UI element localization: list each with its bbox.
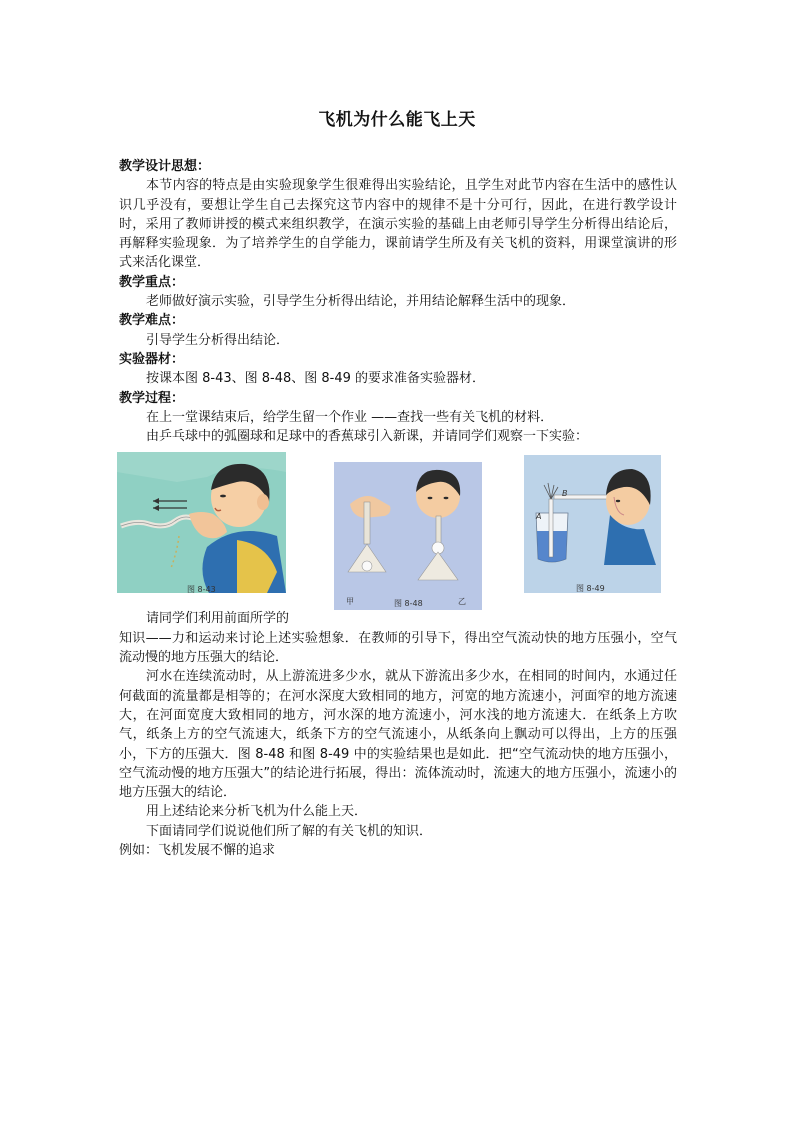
figure-8-48-image <box>334 462 482 610</box>
figure-8-49-caption: 图 8-49 <box>576 584 605 594</box>
paragraph-analysis: 用上述结论来分析飞机为什么能上天． <box>146 804 368 820</box>
paragraph-key: 老师做好演示实验，引导学生分析得出结论，并用结论解释生活中的现象． <box>146 294 576 310</box>
figure-row <box>119 452 677 613</box>
figure-8-49-image <box>524 455 661 593</box>
paragraph-discuss-rest: 知识——力和运动来讨论上述实验想象．在教师的引导下，得出空气流动快的地方压强小，空气流动慢的地方压强大的结论． <box>119 630 677 666</box>
paragraph-knowledge: 下面请同学们说说他们所了解的有关飞机的知识． <box>146 823 433 839</box>
paragraph-process-2: 由乒乓球中的弧圈球和足球中的香蕉球引入新课，并请同学们观察一下实验： <box>146 429 589 445</box>
section-heading-key: 教学重点： <box>119 274 185 290</box>
paragraph-equipment: 按课本图 8-43、图 8-48、图 8-49 的要求准备实验器材． <box>146 371 486 387</box>
paragraph-design: 本节内容的特点是由实验现象学生很难得出实验结论，且学生对此节内容在生活中的感性认识几乎没有，要想让学生自己去探究这节内容中的规律不是十分可行，因此，在进行教学设计时，采用了教师讲授的模式来组织教学，在演示实验的基础上由老师引导学生分析得出结论后，再解释实验现象．为了培养学生的自学能力，课前请学生所及有关飞机的资料，用课堂演讲的形式来活化课堂． <box>119 178 677 271</box>
paragraph-river: 河水在连续流动时，从上游流进多少水，就从下游流出多少水，在相同的时间内，水通过任何截面的流量都是相等的；在河水深度大致相同的地方，河宽的地方流速小，河面窄的地方流速大，在河面宽度大致相同的地方，河水深的地方流速小，河水浅的地方流速大．在纸条上方吹气，纸条上方的空气流速大，纸条下方的空气流速小，从纸条向上飘动可以得出，上方的压强小，下方的压强大．图 8-48 和图 8-49 中的实验结果也是如此．把“空气流动快的地方压强小，空气流动慢的地方压强大”的结论进行拓展，得出：流体流动时，流速大的地方压强小，流速小的地方压强大的结论． <box>119 669 677 801</box>
figure-8-48-label-a: 甲 <box>346 597 354 607</box>
paragraph-discuss-start: 请同学们利用前面所学的 <box>146 611 290 627</box>
figure-8-48-label-b: 乙 <box>458 597 466 607</box>
page-title: 飞机为什么能飞上天 <box>318 110 476 130</box>
paragraph-difficulty: 引导学生分析得出结论． <box>146 332 290 348</box>
document-body <box>119 157 677 860</box>
figure-8-43-caption: 图 8-43 <box>187 585 216 594</box>
figure-8-49-label-a: A <box>536 512 542 522</box>
figure-8-43-image <box>117 452 286 593</box>
figure-8-49 <box>524 455 661 593</box>
section-heading-design: 教学设计思想： <box>119 159 211 174</box>
section-heading-equipment: 实验器材： <box>119 351 185 367</box>
figure-8-49-label-b: B <box>562 489 568 499</box>
paragraph-process-1: 在上一堂课结束后，给学生留一个作业 ——查找一些有关飞机的材料． <box>146 409 554 425</box>
figure-8-43 <box>117 452 286 593</box>
section-heading-difficulty: 教学难点： <box>119 313 185 329</box>
paragraph-example: 例如：飞机发展不懈的追求 <box>119 843 276 859</box>
section-heading-process: 教学过程： <box>119 390 185 406</box>
figure-8-48 <box>334 462 482 610</box>
figure-8-48-caption: 图 8-48 <box>394 599 423 609</box>
